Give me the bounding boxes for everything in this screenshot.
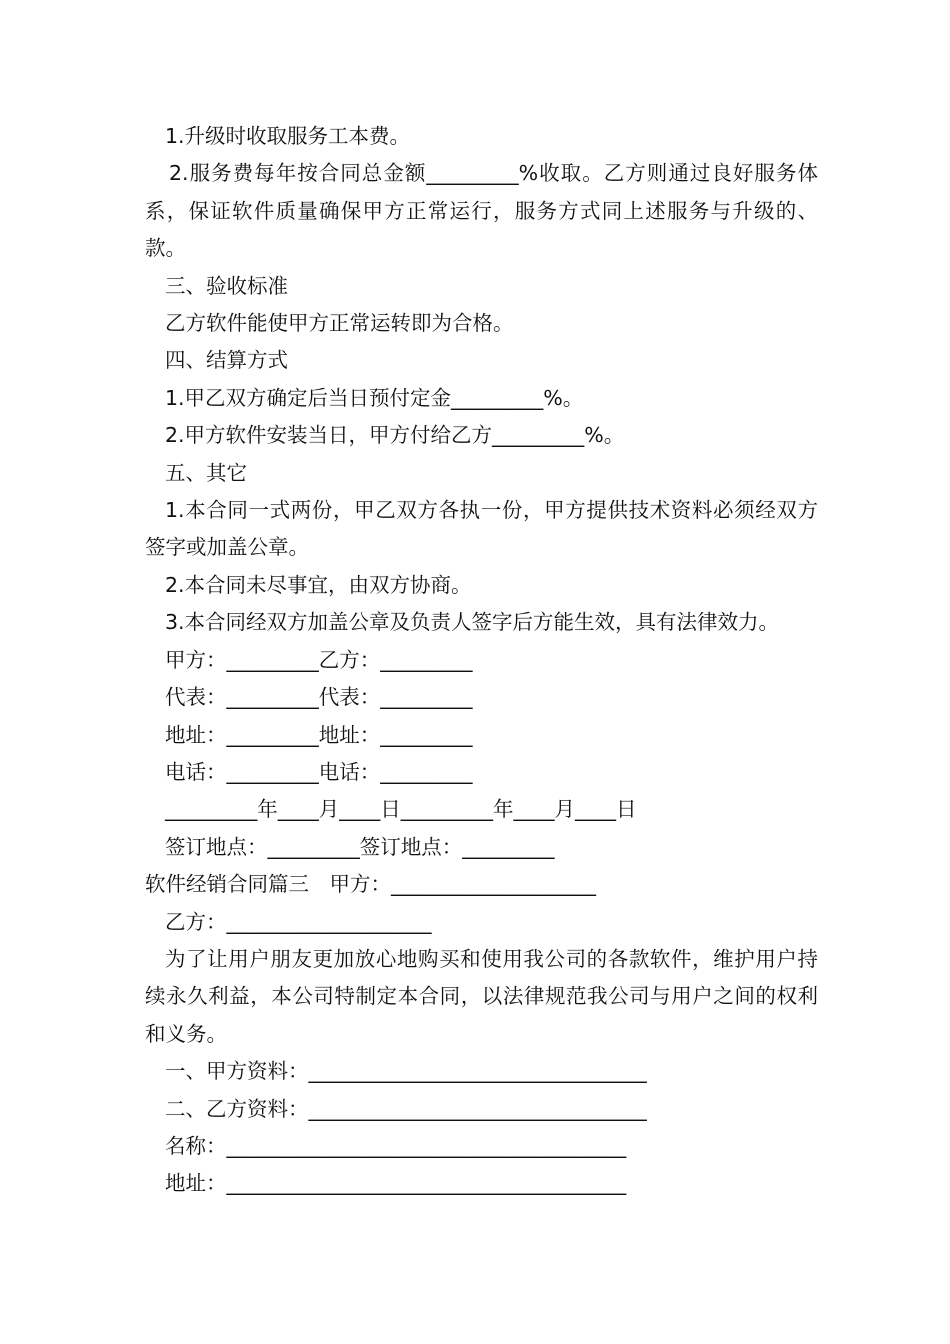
settlement-item-1: 1.甲乙双方确定后当日预付定金_________%。 bbox=[165, 385, 584, 410]
signature-representative-line: 代表：_________代表：_________ bbox=[165, 685, 473, 710]
service-fee-item-2: 2.服务费每年按合同总金额_________%收取。乙方则通过良好服务体系，保证软件质量确保甲方正常运行，服务方式同上述服务与升级的、款。 bbox=[145, 161, 818, 261]
name-line: 名称：_______________________________________ bbox=[165, 1133, 627, 1158]
party-b-line: 乙方：____________________ bbox=[165, 909, 432, 934]
other-item-3: 3.本合同经双方加盖公章及负责人签字后方能生效，具有法律效力。 bbox=[165, 610, 780, 635]
section-heading-other: 五、其它 bbox=[165, 460, 247, 485]
acceptance-text: 乙方软件能使甲方正常运转即为合格。 bbox=[165, 311, 514, 336]
section-heading-acceptance: 三、验收标准 bbox=[165, 273, 288, 298]
contract-three-intro: 为了让用户朋友更加放心地购买和使用我公司的各款软件，维护用户持续永久利益，本公司特制定本合同，以法律规范我公司与用户之间的权利和义务。 bbox=[145, 946, 818, 1046]
signing-place-line: 签订地点：_________签订地点：_________ bbox=[165, 834, 555, 859]
settlement-item-2: 2.甲方软件安装当日，甲方付给乙方_________%。 bbox=[165, 423, 625, 448]
other-item-1: 1.本合同一式两份，甲乙双方各执一份，甲方提供技术资料必须经双方签字或加盖公章。 bbox=[145, 498, 818, 560]
signature-party-line: 甲方：_________乙方：_________ bbox=[165, 647, 473, 672]
signature-date-line: _________年____月____日_________年____月____日 bbox=[165, 797, 637, 822]
service-fee-item-1: 1.升级时收取服务工本费。 bbox=[165, 124, 411, 148]
party-b-info-line: 二、乙方资料：_________________________________ bbox=[165, 1096, 647, 1121]
party-a-info-line: 一、甲方资料：_________________________________ bbox=[165, 1059, 647, 1084]
contract-three-title-line: 软件经销合同篇三 甲方：____________________ bbox=[145, 872, 596, 897]
signature-address-line: 地址：_________地址：_________ bbox=[165, 722, 473, 747]
other-item-2: 2.本合同未尽事宜，由双方协商。 bbox=[165, 572, 472, 597]
address-line: 地址：_______________________________________ bbox=[165, 1171, 627, 1196]
section-heading-settlement: 四、结算方式 bbox=[165, 348, 288, 373]
signature-phone-line: 电话：_________电话：_________ bbox=[165, 759, 473, 784]
